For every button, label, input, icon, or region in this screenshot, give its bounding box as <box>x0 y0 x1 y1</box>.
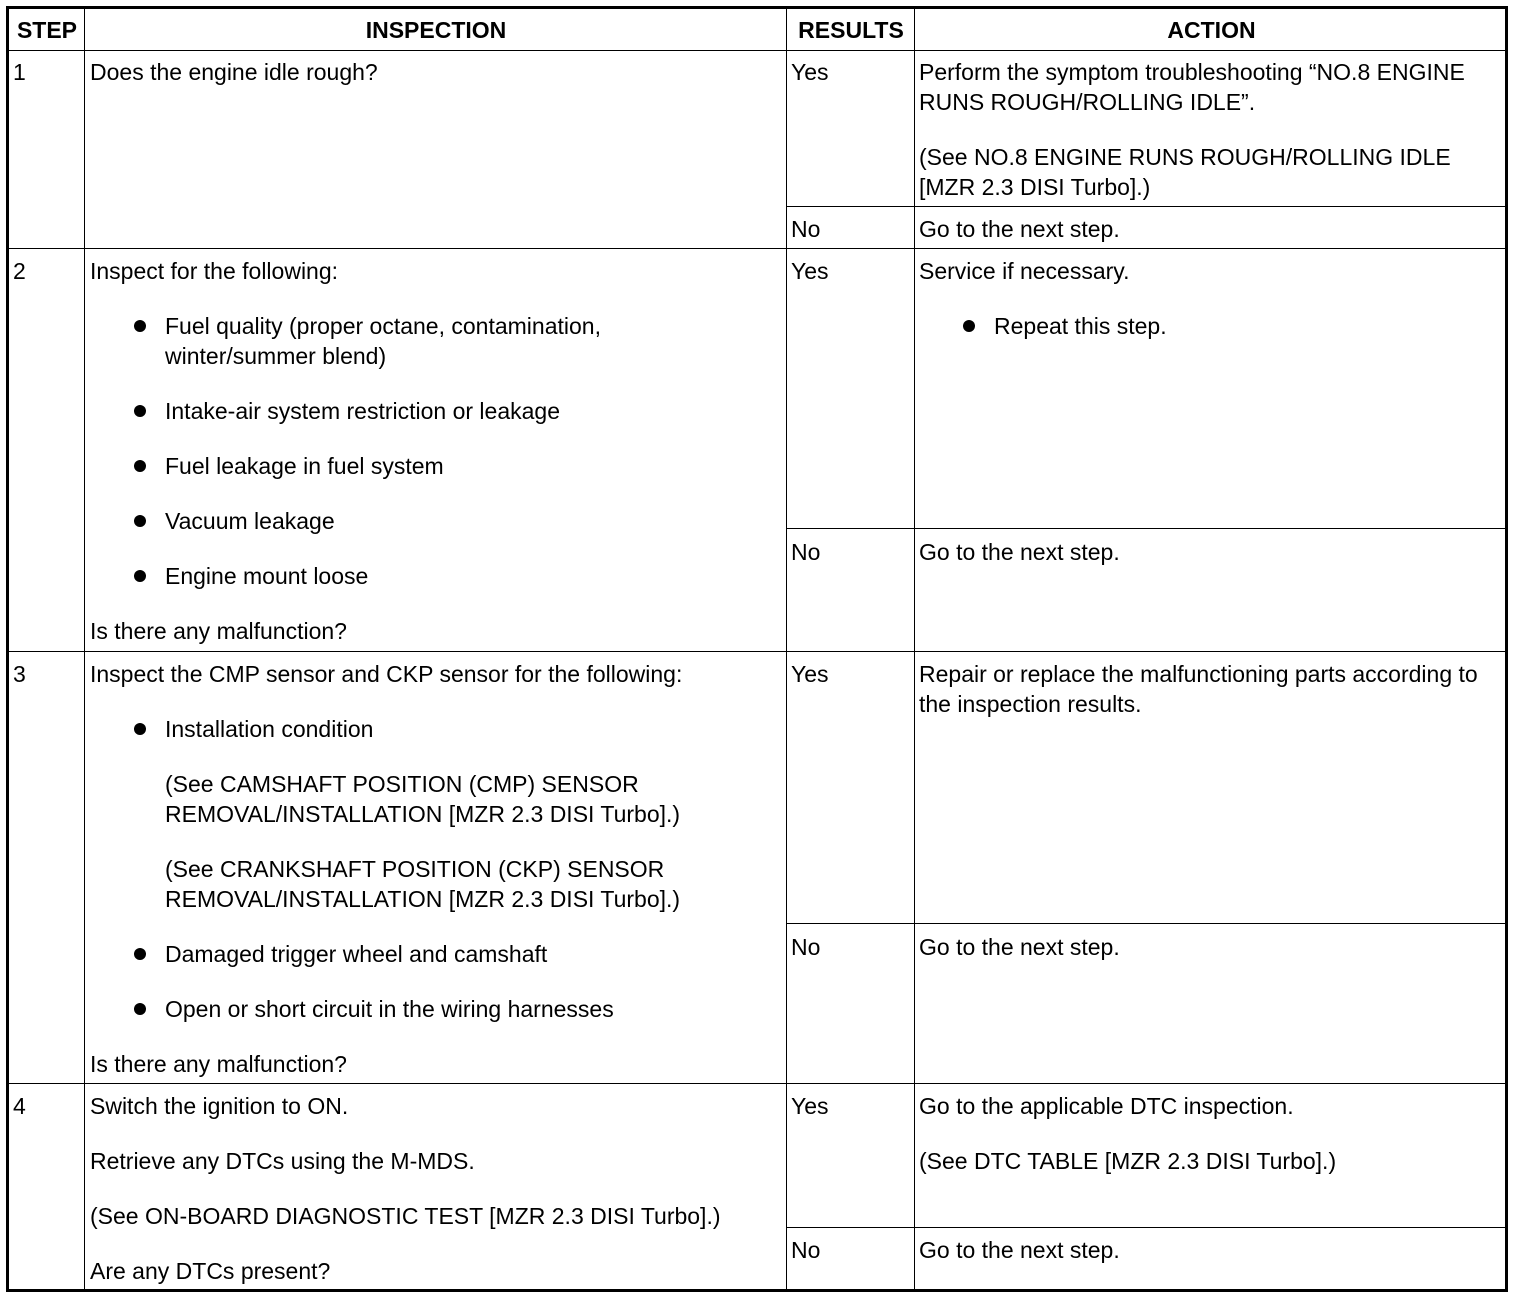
inspection-text: Switch the ignition to ON. <box>90 1093 349 1119</box>
result-yes: Yes <box>791 1093 829 1119</box>
bullet-item: Fuel leakage in fuel system <box>90 451 780 481</box>
inspection-cell <box>90 1091 784 1286</box>
result-divider <box>786 1227 1505 1228</box>
inspection-cell <box>90 57 780 87</box>
inspection-text: Retrieve any DTCs using the M-MDS. <box>90 1148 475 1174</box>
troubleshooting-table <box>6 6 1508 1292</box>
result-yes: Yes <box>791 661 829 687</box>
reference-text: (See DTC TABLE [MZR 2.3 DISI Turbo].) <box>919 1148 1337 1174</box>
inspection-cell <box>90 256 780 646</box>
result-no: No <box>791 539 821 565</box>
result-yes: Yes <box>791 258 829 284</box>
inspection-intro: Inspect for the following: <box>90 258 339 284</box>
action-text: Go to the next step. <box>919 216 1120 242</box>
reference-text: (See CAMSHAFT POSITION (CMP) SENSOR REMOVAL/INSTALLATION [MZR 2.3 DISI Turbo].) <box>165 771 681 827</box>
action-text: Service if necessary. <box>919 258 1130 284</box>
result-no: No <box>791 1237 821 1263</box>
bullet-item: Intake-air system restriction or leakage <box>90 396 780 426</box>
bullet-item: Open or short circuit in the wiring harnesses <box>90 994 780 1024</box>
bullet-item: Engine mount loose <box>90 561 780 591</box>
result-yes: Yes <box>791 59 829 85</box>
row-divider <box>9 1083 1505 1084</box>
action-text: Perform the symptom troubleshooting “NO.8 ENGINE RUNS ROUGH/ROLLING IDLE”. <box>919 59 1465 115</box>
column-divider <box>914 9 915 1289</box>
inspection-intro: Inspect the CMP sensor and CKP sensor for the following: <box>90 661 683 687</box>
inspection-question: Is there any malfunction? <box>90 1051 347 1077</box>
action-text: Go to the next step. <box>919 1237 1120 1263</box>
action-text: Go to the applicable DTC inspection. <box>919 1093 1294 1119</box>
action-cell <box>919 1091 1503 1176</box>
header-inspection: INSPECTION <box>85 9 787 51</box>
step-number: 3 <box>13 661 26 687</box>
bullet-item: Repeat this step. <box>919 311 1503 341</box>
header-results: RESULTS <box>787 9 915 51</box>
header-action: ACTION <box>915 9 1508 51</box>
row-divider <box>9 651 1505 652</box>
result-no: No <box>791 934 821 960</box>
row-divider <box>9 248 1505 249</box>
bullet-item: Vacuum leakage <box>90 506 780 536</box>
reference-text: (See CRANKSHAFT POSITION (CKP) SENSOR REMOVAL/INSTALLATION [MZR 2.3 DISI Turbo].) <box>165 856 681 912</box>
column-divider <box>84 9 85 1289</box>
inspection-question: Are any DTCs present? <box>90 1258 331 1284</box>
header-step: STEP <box>9 9 85 51</box>
step-number: 1 <box>13 59 26 85</box>
action-text: Go to the next step. <box>919 539 1120 565</box>
result-no: No <box>791 216 821 242</box>
action-cell <box>919 256 1503 366</box>
inspection-question: Does the engine idle rough? <box>90 59 378 85</box>
reference-text: (See ON-BOARD DIAGNOSTIC TEST [MZR 2.3 DISI Turbo].) <box>90 1203 721 1229</box>
bullet-item: Installation condition <box>90 714 780 744</box>
step-number: 4 <box>13 1093 26 1119</box>
result-divider <box>786 528 1505 529</box>
bullet-item: Fuel quality (proper octane, contamination, winter/summer blend) <box>90 311 665 371</box>
action-cell <box>919 57 1503 202</box>
bullet-item: Damaged trigger wheel and camshaft <box>90 939 780 969</box>
step-number: 2 <box>13 258 26 284</box>
reference-text: (See NO.8 ENGINE RUNS ROUGH/ROLLING IDLE [MZR 2.3 DISI Turbo].) <box>919 144 1451 200</box>
column-divider <box>786 9 787 1289</box>
action-text: Repair or replace the malfunctioning parts according to the inspection results. <box>919 661 1478 717</box>
result-divider <box>786 923 1505 924</box>
inspection-cell <box>90 659 780 1079</box>
result-divider <box>786 206 1505 207</box>
action-text: Go to the next step. <box>919 934 1120 960</box>
inspection-question: Is there any malfunction? <box>90 618 347 644</box>
